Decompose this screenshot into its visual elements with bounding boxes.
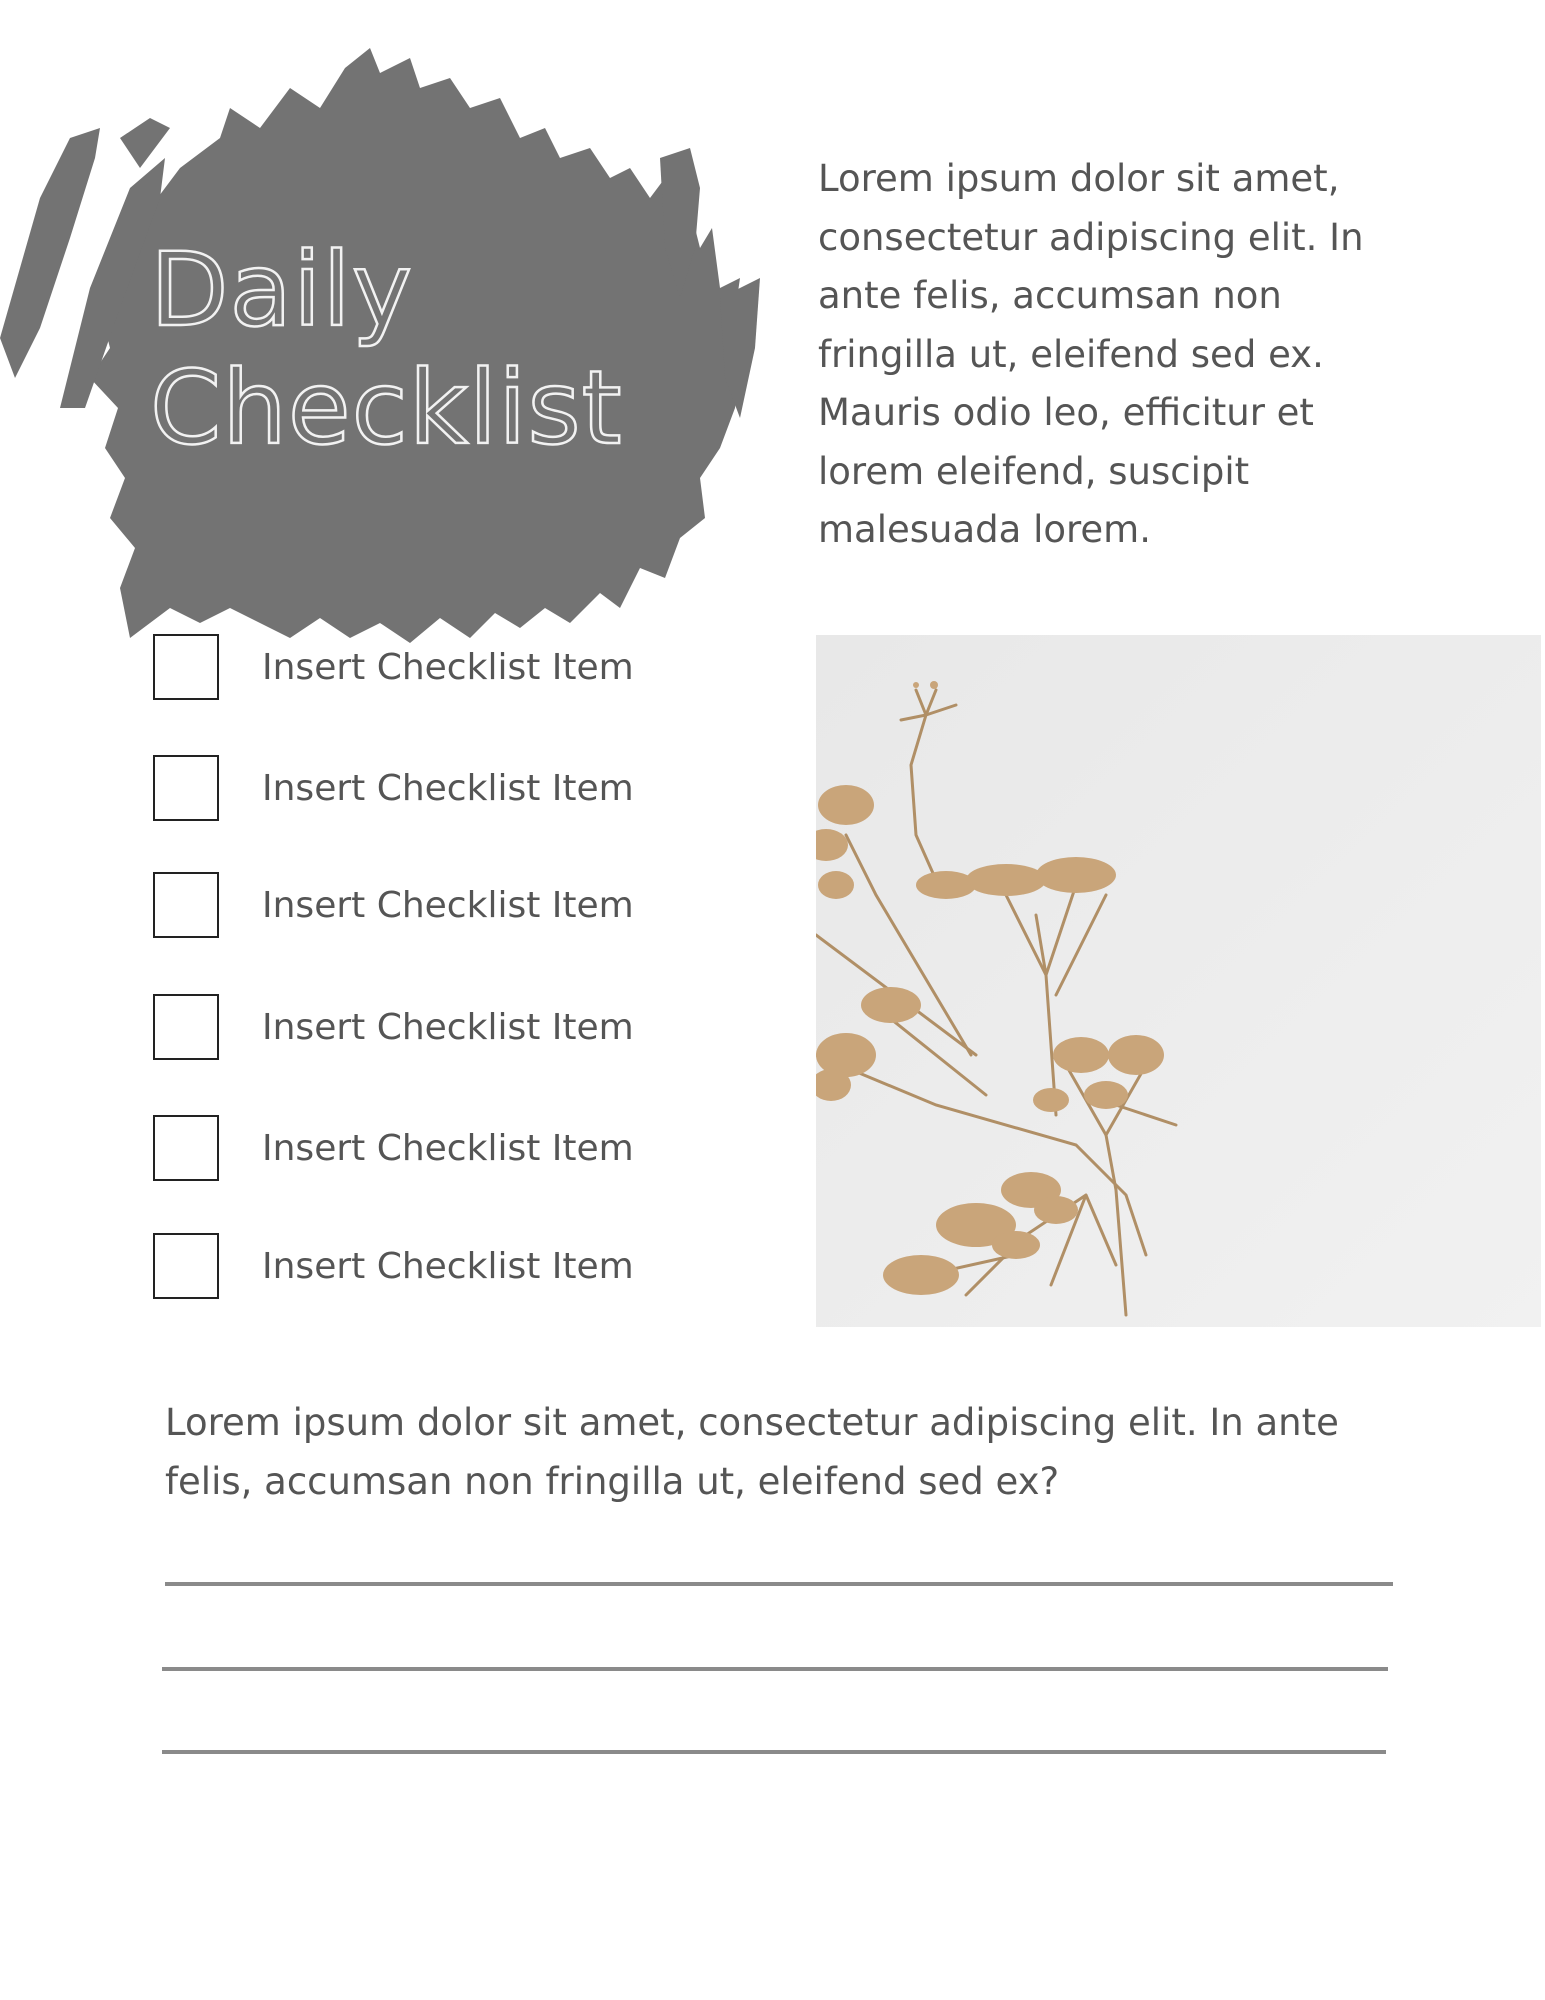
dried-flowers-photo bbox=[816, 635, 1541, 1327]
title-line-2: Checklist bbox=[150, 349, 623, 468]
answer-line[interactable] bbox=[162, 1667, 1388, 1671]
checklist-item-label: Insert Checklist Item bbox=[262, 1245, 634, 1287]
checkbox[interactable] bbox=[153, 1233, 219, 1299]
answer-line[interactable] bbox=[165, 1582, 1393, 1586]
title-line-1: Daily bbox=[150, 231, 414, 350]
intro-paragraph: Lorem ipsum dolor sit amet, consectetur adipiscing elit. In ante felis, accumsan non fringilla ut, eleifend sed ex. Mauris odio leo, efficitur et lorem eleifend, suscipit malesuada lorem. bbox=[818, 157, 1364, 551]
checkbox[interactable] bbox=[153, 634, 219, 700]
checkbox[interactable] bbox=[153, 1115, 219, 1181]
checklist-item-label: Insert Checklist Item bbox=[262, 646, 634, 688]
question-paragraph: Lorem ipsum dolor sit amet, consectetur adipiscing elit. In ante felis, accumsan non fringilla ut, eleifend sed ex? bbox=[165, 1401, 1339, 1503]
checkbox[interactable] bbox=[153, 994, 219, 1060]
checklist-item bbox=[153, 1113, 634, 1183]
checklist-item bbox=[153, 753, 634, 823]
checklist-item bbox=[153, 992, 634, 1062]
answer-line[interactable] bbox=[162, 1750, 1386, 1754]
checklist-item bbox=[153, 870, 634, 940]
checkbox[interactable] bbox=[153, 755, 219, 821]
checklist-item-label: Insert Checklist Item bbox=[262, 1006, 634, 1048]
page-title bbox=[150, 232, 623, 468]
checklist-item bbox=[153, 1231, 634, 1301]
checklist-item-label: Insert Checklist Item bbox=[262, 1127, 634, 1169]
checklist-item bbox=[153, 632, 634, 702]
checklist-item-label: Insert Checklist Item bbox=[262, 884, 634, 926]
checklist-item-label: Insert Checklist Item bbox=[262, 767, 634, 809]
checkbox[interactable] bbox=[153, 872, 219, 938]
